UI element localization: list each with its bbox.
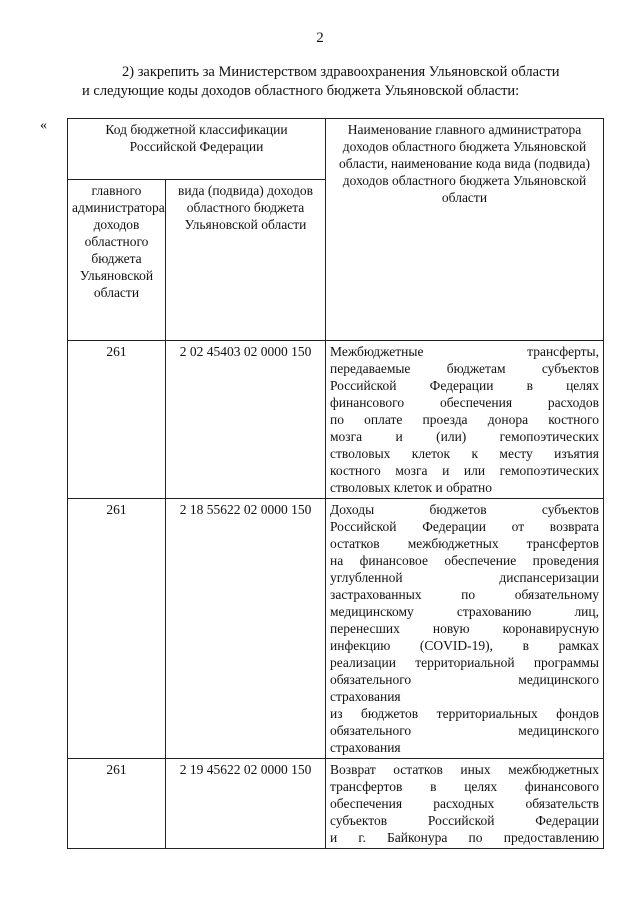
- name-line: Российской Федерации от возврата: [330, 519, 599, 534]
- name-line: костного мозга и или гемопоэтических: [330, 463, 599, 478]
- intro-paragraph: [82, 63, 602, 101]
- header-admin: главного администратора доходов областного бюджета Ульяновской области: [68, 180, 166, 341]
- name-line: и г. Байконура по предоставлению: [330, 830, 599, 845]
- name-line: обязательного медицинского: [330, 672, 599, 687]
- name-line: из бюджетов территориальных фондов: [330, 706, 599, 721]
- name-line: Возврат остатков иных межбюджетных: [330, 762, 599, 777]
- table-header-row: [68, 119, 604, 180]
- name-line: по оплате проезда донора костного: [330, 412, 599, 427]
- cell-income-code: 2 18 55622 02 0000 150: [166, 499, 326, 759]
- name-line: стволовых клеток к месту изъятия: [330, 446, 599, 461]
- name-line: Доходы бюджетов субъектов: [330, 502, 599, 517]
- cell-income-code: 2 02 45403 02 0000 150: [166, 341, 326, 499]
- name-line: реализации территориальной программы: [330, 655, 599, 670]
- name-line: Российской Федерации в целях: [330, 378, 599, 393]
- name-line: инфекцию (COVID-19), в рамках: [330, 638, 599, 653]
- cell-admin-code: 261: [68, 759, 166, 849]
- table-row: [68, 759, 604, 849]
- name-line: Межбюджетные трансферты,: [330, 344, 599, 359]
- cell-admin-code: 261: [68, 341, 166, 499]
- page-number: 2: [316, 30, 324, 46]
- name-line: стволовых клеток и обратно: [330, 480, 492, 495]
- header-name: Наименование главного администратора доходов областного бюджета Ульяновской области, наименование кода вида (подвида) доходов областного бюджета Ульяновской области: [326, 119, 604, 341]
- intro-line-1: 2) закрепить за Министерством здравоохранения Ульяновской области: [122, 64, 560, 80]
- cell-income-name: [326, 759, 604, 849]
- income-codes-table: [67, 118, 604, 849]
- name-line: медицинскому страхованию лиц,: [330, 604, 599, 619]
- name-line: обязательного медицинского: [330, 723, 599, 738]
- opening-quote-mark: «: [40, 118, 47, 133]
- cell-income-name: [326, 341, 604, 499]
- header-classification: Код бюджетной классификации Российской Федерации: [68, 119, 326, 180]
- name-line: финансового обеспечения расходов: [330, 395, 599, 410]
- intro-line-2: и следующие коды доходов областного бюджета Ульяновской области:: [82, 83, 520, 99]
- cell-income-code: 2 19 45622 02 0000 150: [166, 759, 326, 849]
- name-line: передаваемые бюджетам субъектов: [330, 361, 599, 376]
- name-line: углубленной диспансеризации: [330, 570, 599, 585]
- header-type: вида (подвида) доходов областного бюджета Ульяновской области: [166, 180, 326, 341]
- table-body: [68, 341, 604, 849]
- name-line: субъектов Российской Федерации: [330, 813, 599, 828]
- name-line: перенесших новую коронавирусную: [330, 621, 599, 636]
- name-line: застрахованных по обязательному: [330, 587, 599, 602]
- cell-income-name: [326, 499, 604, 759]
- name-line: мозга и (или) гемопоэтических: [330, 429, 599, 444]
- name-line: обеспечения расходных обязательств: [330, 796, 599, 811]
- name-line: страхования: [330, 740, 401, 755]
- name-line: трансфертов в целях финансового: [330, 779, 599, 794]
- name-line: страхования: [330, 689, 401, 704]
- cell-admin-code: 261: [68, 499, 166, 759]
- table-row: [68, 499, 604, 759]
- table-row: [68, 341, 604, 499]
- name-line: остатков межбюджетных трансфертов: [330, 536, 599, 551]
- name-line: на финансовое обеспечение проведения: [330, 553, 599, 568]
